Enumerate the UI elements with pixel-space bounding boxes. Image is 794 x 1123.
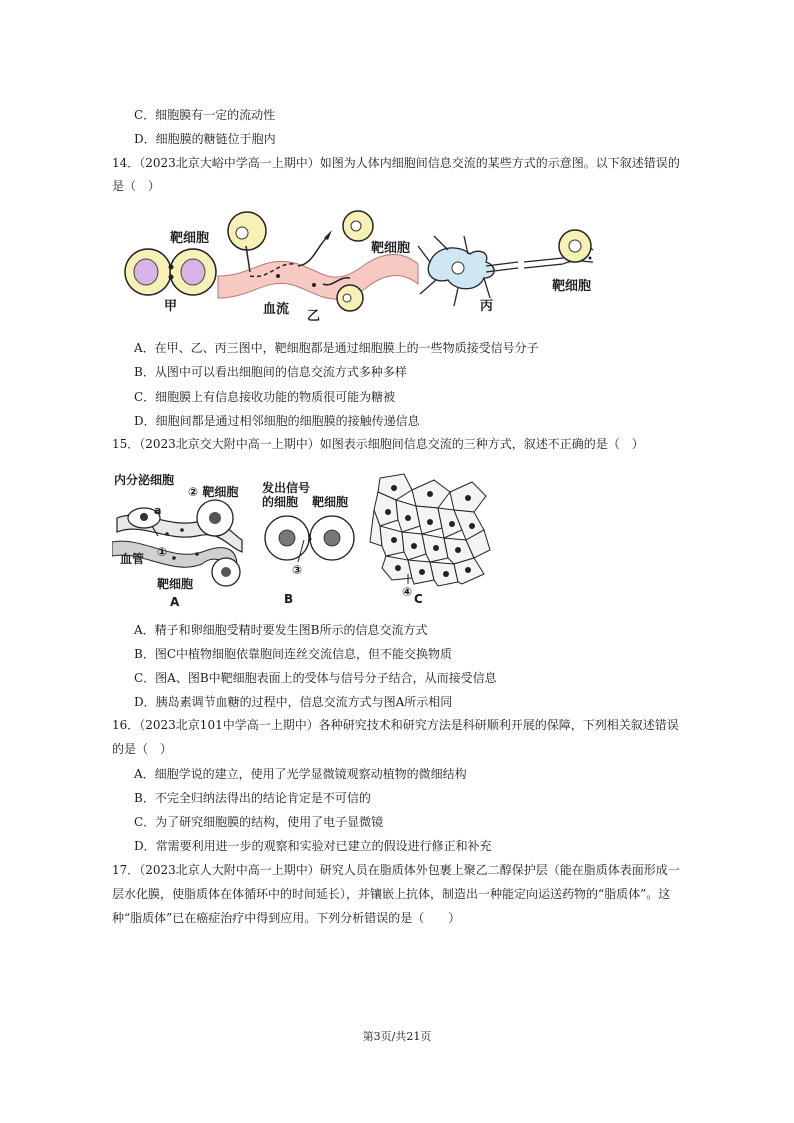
q13-option-d: D．细胞膜的糖链位于胞内 xyxy=(134,132,276,146)
label-target-a: 靶细胞 xyxy=(157,577,194,591)
label-a: a xyxy=(154,504,162,517)
q15-option-a: A．精子和卵细胞受精时要发生图B所示的信息交流方式 xyxy=(134,623,428,637)
q17-stem-line1: 17．（2023北京人大附中高一上期中）研究人员在脂质体外包裹上聚乙二醇保护层（能在脂质体表面形成一 xyxy=(112,863,680,877)
q14-stem-line1: 14．（2023北京大峪中学高一上期中）如图为人体内细胞间信息交流的某些方式的示意图。以下叙述错误的 xyxy=(112,156,680,170)
figure-a xyxy=(112,500,242,586)
label-circle-1: ① xyxy=(157,545,168,559)
label-target-bing: 靶细胞 xyxy=(552,279,592,294)
q15-option-d: D．胰岛素调节血糖的过程中，信息交流方式与图A所示相同 xyxy=(134,695,453,709)
q16-option-b: B．不完全归纳法得出的结论肯定是不可信的 xyxy=(134,791,371,805)
label-target-jia: 靶细胞 xyxy=(170,231,210,246)
q15-option-c: C．图A、图B中靶细胞表面上的受体与信号分子结合，从而接受信息 xyxy=(134,671,497,685)
label-blood: 血流 xyxy=(263,302,290,317)
label-signal-2: 的细胞 xyxy=(262,495,299,509)
q16-option-c: C．为了研究细胞膜的结构，使用了电子显微镜 xyxy=(134,815,384,829)
label-yi: 乙 xyxy=(307,309,321,324)
label-circle-4: ④ xyxy=(402,585,413,599)
label-circle-3: ③ xyxy=(292,563,303,577)
figure-c xyxy=(370,474,490,586)
label-target-yi: 靶细胞 xyxy=(371,241,411,256)
figure-jia xyxy=(125,249,216,295)
q16-stem-line2: 的是（ ） xyxy=(112,742,173,756)
q14-target-cell-bing xyxy=(555,226,593,266)
q14-figure xyxy=(118,206,598,324)
figure-b xyxy=(265,516,354,562)
q14-option-d: D．细胞间都是通过相邻细胞的细胞膜的接触传递信息 xyxy=(134,414,420,428)
label-fig-c: C xyxy=(414,592,423,606)
label-fig-b: B xyxy=(284,592,294,606)
q14-stem-line2: 是（ ） xyxy=(112,179,161,193)
label-signal-1: 发出信号 xyxy=(262,481,311,495)
q13-option-c: C．细胞膜有一定的流动性 xyxy=(134,108,276,122)
q14-option-a: A．在甲、乙、丙三图中，靶细胞都是通过细胞膜上的一些物质接受信号分子 xyxy=(134,341,539,355)
q16-option-d: D．常需要利用进一步的观察和实验对已建立的假设进行修正和补充 xyxy=(134,839,492,853)
q15-option-b: B．图C中植物细胞依靠胞间连丝交流信息，但不能交换物质 xyxy=(134,647,453,661)
label-bing: 丙 xyxy=(480,299,494,314)
q16-stem-line1: 16．（2023北京101中学高一上期中）各种研究技术和研究方法是科研顺利开展的保障，下列相关叙述错误 xyxy=(112,718,679,732)
label-vessel: 血管 xyxy=(120,552,145,566)
q14-option-c: C．细胞膜上有信息接收功能的物质很可能为糖被 xyxy=(134,390,396,404)
label-endocrine: 内分泌细胞 xyxy=(114,473,175,487)
page-footer: 第3页/共21页 xyxy=(362,1030,432,1043)
label-jia: 甲 xyxy=(164,299,178,314)
q15-stem: 15．（2023北京交大附中高一上期中）如图表示细胞间信息交流的三种方式，叙述不正确的是（ ） xyxy=(112,437,644,451)
label-target-b: 靶细胞 xyxy=(312,495,349,509)
q17-stem-line2: 层水化膜，使脂质体在体循环中的时间延长），并镶嵌上抗体，制造出一种能定向运送药物的“脂质体”。这 xyxy=(112,887,671,901)
q14-option-b: B．从图中可以看出细胞间的信息交流方式多种多样 xyxy=(134,365,407,379)
q16-option-a: A．细胞学说的建立，使用了光学显微镜观察动植物的微细结构 xyxy=(134,767,467,781)
q17-stem-line3: 种“脂质体”已在癌症治疗中得到应用。下列分析错误的是（ ） xyxy=(112,911,461,925)
figure-yi xyxy=(218,211,418,311)
q15-figure xyxy=(112,470,492,610)
label-fig-a: A xyxy=(170,595,180,609)
label-target-2: ② 靶细胞 xyxy=(188,485,239,499)
